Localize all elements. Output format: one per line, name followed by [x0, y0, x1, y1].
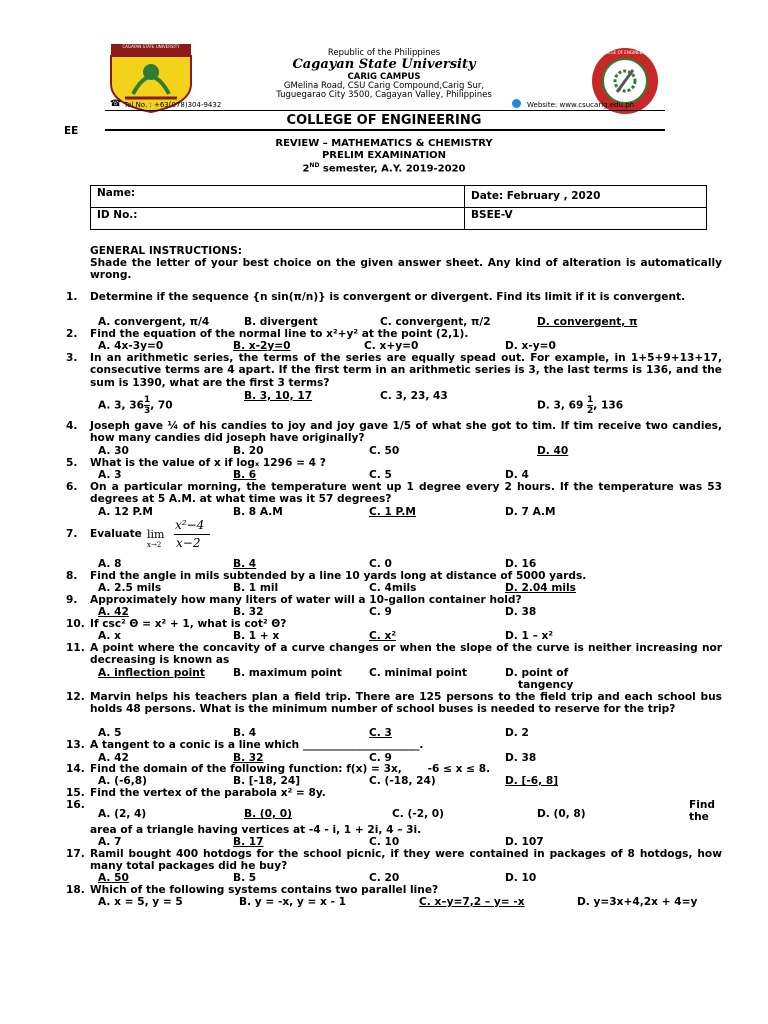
option-d[interactable]: D. point of [505, 667, 569, 679]
option-c[interactable]: C. 10 [369, 836, 400, 848]
option-a[interactable]: A. x [98, 630, 121, 642]
option-c-answer[interactable]: C. 1 P.M [369, 506, 416, 518]
question-text: Joseph gave ¼ of his candies to joy and joy gave 1/5 of what she got to tim. If tim receive two candies, how many candies did joseph have originally? [90, 420, 722, 445]
question-number: 6. [66, 481, 78, 493]
option-a[interactable]: A. 42 [98, 752, 129, 764]
option-b[interactable]: B. 20 [233, 445, 264, 457]
question-text: area of a triangle having vertices at -4 - i, 1 + 2i, 4 – 3i. [90, 824, 422, 836]
option-c[interactable]: C. 5 [369, 469, 392, 481]
question-text: Find the domain of the following function: f(x) = 3x, -6 ≤ x ≤ 8. [90, 763, 491, 775]
question-text-fragment: the [689, 811, 709, 823]
address-line-2: Tuguegarao City 3500, Cagayan Valley, Philippines [276, 90, 492, 100]
option-a-answer[interactable]: A. inflection point [98, 667, 205, 679]
question-text: A tangent to a conic is a line which ______________________. [90, 739, 424, 751]
option-d[interactable]: D. 2 [505, 727, 529, 739]
option-a[interactable]: A. 2.5 mils [98, 582, 162, 594]
option-b[interactable]: B. maximum point [233, 667, 342, 679]
question-number: 10. [66, 618, 85, 630]
option-a[interactable]: A. convergent, π/4 [98, 316, 210, 328]
date-field: Date: February , 2020 [465, 186, 707, 208]
section-field: BSEE-V [465, 208, 707, 230]
option-a-answer[interactable]: A. 50 [98, 872, 129, 884]
student-info-table [90, 185, 707, 230]
question-number: 15. [66, 787, 85, 799]
question-number: 2. [66, 328, 78, 340]
question-number: 8. [66, 570, 78, 582]
option-c[interactable]: C. 9 [369, 752, 392, 764]
question-text: If csc² Θ = x² + 1, what is cot² Θ? [90, 618, 287, 630]
question-text: Find the equation of the normal line to x²+y² at the point (2,1). [90, 328, 469, 340]
limit-label: lim [147, 528, 165, 541]
option-b-answer[interactable]: B. 17 [233, 836, 264, 848]
semester-number: 2 [302, 163, 310, 175]
header-rule-top [105, 110, 665, 111]
option-d[interactable]: D. 7 A.M [505, 506, 556, 518]
college-logo-text: COLLEGE OF ENGINEERING [597, 50, 653, 55]
option-d-answer[interactable]: D. [-6, 8] [505, 775, 559, 787]
option-c[interactable]: C. 20 [369, 872, 400, 884]
option-d[interactable] [537, 395, 623, 416]
option-a-text: A. 3, 36 [98, 399, 144, 412]
option-c-answer[interactable]: C. x–y=7,2 – y= -x [419, 896, 525, 908]
republic-line: Republic of the Philippines [327, 48, 441, 58]
exam-title: PRELIM EXAMINATION [321, 150, 447, 161]
university-seal-text: CAGAYAN STATE UNIVERSITY [122, 44, 180, 49]
option-d-answer[interactable]: D. convergent, π [537, 316, 638, 328]
globe-icon [512, 99, 521, 108]
option-b[interactable]: B. 4 [233, 727, 257, 739]
option-d-tail: , 136 [593, 399, 624, 412]
option-b-answer[interactable]: B. 6 [233, 469, 257, 481]
option-c[interactable]: C. x+y=0 [364, 340, 419, 352]
instructions-title: GENERAL INSTRUCTIONS: [90, 245, 242, 257]
fraction-denominator: 2 [587, 406, 594, 416]
option-a[interactable]: A. 5 [98, 727, 122, 739]
campus-name: CARIG CAMPUS [347, 72, 421, 82]
option-d-continued: tangency [518, 679, 574, 691]
limit-denominator: x−2 [176, 536, 201, 550]
instructions-text: Shade the letter of your best choice on the given answer sheet. Any kind of alteration is automatically wrong. [90, 257, 722, 282]
university-name: Cagayan State University [292, 57, 476, 72]
option-a-answer[interactable]: A. 42 [98, 606, 129, 618]
question-text-fragment: Find [689, 799, 715, 811]
question-number: 12. [66, 691, 85, 703]
option-c[interactable]: C. 3, 23, 43 [380, 390, 448, 402]
option-c[interactable]: C. 0 [369, 558, 392, 570]
question-number: 3. [66, 352, 78, 364]
id-field[interactable]: ID No.: [91, 208, 465, 230]
option-d[interactable]: D. (0, 8) [537, 808, 586, 820]
option-b-answer[interactable]: B. (0, 0) [244, 808, 292, 820]
question-text: Evaluate [90, 528, 142, 540]
corner-code: EE [64, 125, 79, 137]
question-text: Find the angle in mils subtended by a line 10 yards long at distance of 5000 yards. [90, 570, 587, 582]
question-text: On a particular morning, the temperature went up 1 degree every 2 hours. If the temperature was 53 degrees at 5 A.M. at what time was it 57 degrees? [90, 481, 722, 506]
option-b[interactable]: B. 1 + x [233, 630, 280, 642]
option-c[interactable]: C. 50 [369, 445, 400, 457]
option-a[interactable]: A. x = 5, y = 5 [98, 896, 183, 908]
question-text: What is the value of x if logₓ 1296 = 4 ? [90, 457, 326, 469]
question-number: 4. [66, 420, 78, 432]
question-number: 9. [66, 594, 78, 606]
question-text: A point where the concavity of a curve changes or when the slope of the curve is neither increasing nor decreasing is known as [90, 642, 722, 667]
question-text: Which of the following systems contains two parallel line? [90, 884, 439, 896]
option-c-answer[interactable]: C. x² [369, 630, 396, 642]
college-title: COLLEGE OF ENGINEERING [286, 113, 482, 128]
option-d[interactable]: D. 4 [505, 469, 529, 481]
option-a[interactable]: A. 30 [98, 445, 129, 457]
phone-icon: ☎ [110, 99, 122, 109]
question-number: 13. [66, 739, 85, 751]
question-number: 18. [66, 884, 85, 896]
option-d[interactable]: D. 10 [505, 872, 537, 884]
address-line-1: GMelina Road, CSU Carig Compound,Carig Sur, [283, 81, 485, 91]
option-d[interactable]: D. 1 – x² [505, 630, 554, 642]
option-d[interactable]: D. 38 [505, 752, 537, 764]
option-d-answer[interactable]: D. 2.04 mils [505, 582, 576, 594]
option-c[interactable]: C. (-18, 24) [369, 775, 436, 787]
question-text: Marvin helps his teachers plan a field trip. There are 125 persons to the field trip and each school bus holds 48 persons. What is the minimum number of school buses is needed to reserve for the trip? [90, 691, 722, 716]
option-a[interactable]: A. 7 [98, 836, 122, 848]
exam-semester [0, 162, 768, 174]
option-a[interactable]: A. 12 P.M [98, 506, 153, 518]
option-b-answer[interactable]: B. 32 [233, 752, 264, 764]
limit-expression [147, 518, 217, 552]
option-a[interactable] [98, 395, 173, 416]
option-b-answer[interactable]: B. 3, 10, 17 [244, 390, 313, 402]
option-c-answer[interactable]: C. 3 [369, 727, 392, 739]
option-c[interactable]: C. minimal point [369, 667, 467, 679]
question-number: 5. [66, 457, 78, 469]
name-field[interactable]: Name: [91, 186, 465, 208]
option-d-answer[interactable]: D. 40 [537, 445, 569, 457]
option-a[interactable]: A. 4x-3y=0 [98, 340, 164, 352]
option-a[interactable]: A. (-6,8) [98, 775, 147, 787]
option-a[interactable]: A. 3 [98, 469, 122, 481]
question-text: Approximately how many liters of water will a 10-gallon container hold? [90, 594, 522, 606]
option-d[interactable]: D. 16 [505, 558, 537, 570]
option-c[interactable]: C. 4mils [369, 582, 417, 594]
option-b-answer[interactable]: B. x-2y=0 [233, 340, 291, 352]
question-text: Ramil bought 400 hotdogs for the school picnic, if they were contained in packages of 8 hotdogs, how many total packages did he buy? [90, 848, 722, 873]
question-text: Find the vertex of the parabola x² = 8y. [90, 787, 326, 799]
question-number: 17. [66, 848, 85, 860]
option-b[interactable]: B. divergent [244, 316, 318, 328]
semester-suffix: ND [309, 162, 320, 169]
question-number: 7. [66, 528, 78, 540]
option-c[interactable]: C. 9 [369, 606, 392, 618]
fraction-numerator: 1 [143, 395, 151, 405]
option-d-text: D. 3, 69 [537, 399, 588, 412]
option-b[interactable]: B. 8 A.M [233, 506, 283, 518]
option-a-tail: , 70 [150, 399, 173, 412]
semester-text: semester, A.Y. 2019-2020 [319, 163, 466, 175]
fraction-denominator: 3 [143, 406, 151, 416]
option-b[interactable]: B. 1 mil [233, 582, 279, 594]
option-c[interactable]: C. (-2, 0) [392, 808, 445, 820]
option-b[interactable]: B. y = -x, y = x - 1 [239, 896, 347, 908]
website-text: Website: www.csucarig.edu.ph [527, 101, 635, 109]
question-number: 1. [66, 291, 78, 303]
question-number: 14. [66, 763, 85, 775]
exam-subject: REVIEW – MATHEMATICS & CHEMISTRY [275, 138, 493, 149]
option-b[interactable]: B. [-18, 24] [233, 775, 301, 787]
telephone-number: Tel No. : +63(078)304-9432 [124, 101, 222, 109]
option-a[interactable]: A. (2, 4) [98, 808, 147, 820]
limit-numerator: x²−4 [175, 518, 205, 532]
option-c[interactable]: C. convergent, π/2 [380, 316, 491, 328]
question-number: 16. [66, 799, 85, 811]
option-b-answer[interactable]: B. 4 [233, 558, 257, 570]
option-a[interactable]: A. 8 [98, 558, 122, 570]
question-text: In an arithmetic series, the terms of the series are equally spead out. For example, in 1+5+9+13+17, consecutive terms are 4 apart. If the first term in an arithmetic series is 3, the last terms is 136, and the sum is 1390, what are the first 3 terms? [90, 352, 722, 389]
fraction-bar [174, 534, 210, 535]
option-b[interactable]: B. 5 [233, 872, 257, 884]
limit-subscript: x→2 [147, 541, 162, 549]
question-text: Determine if the sequence {n sin(π/n)} is convergent or divergent. Find its limit if it is convergent. [90, 291, 686, 303]
fraction-numerator: 1 [587, 395, 594, 405]
option-d[interactable]: D. y=3x+4,2x + 4=y [577, 896, 698, 908]
question-number: 11. [66, 642, 85, 654]
option-d[interactable]: D. 107 [505, 836, 544, 848]
option-d[interactable]: D. 38 [505, 606, 537, 618]
option-b[interactable]: B. 32 [233, 606, 264, 618]
header-rule-bottom [105, 129, 665, 131]
option-d[interactable]: D. x-y=0 [505, 340, 556, 352]
